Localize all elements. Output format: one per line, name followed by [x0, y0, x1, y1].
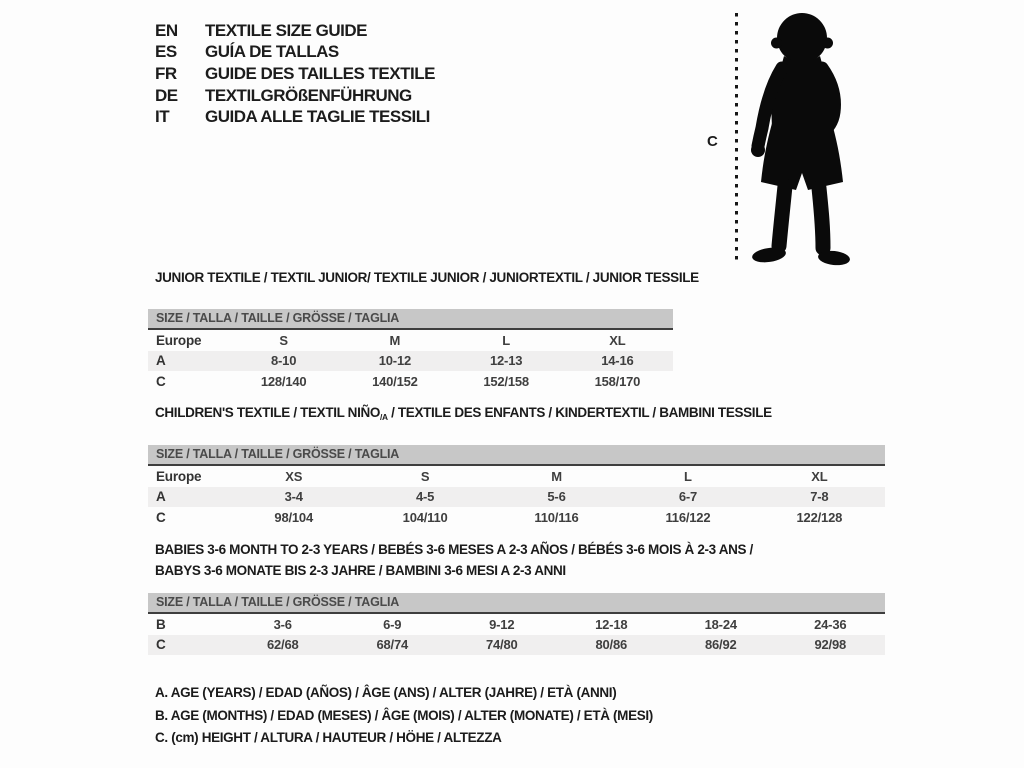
language-label: GUIDA ALLE TAGLIE TESSILI [205, 107, 430, 127]
section-title-line1: BABIES 3-6 MONTH TO 2-3 YEARS / BEBÉS 3-6 MESES A 2-3 AÑOS / BÉBÉS 3-6 MOIS À 2-3 ANS / [155, 542, 753, 557]
size-cell: 158/170 [594, 373, 641, 389]
size-cell: 140/152 [372, 373, 418, 389]
baby-silhouette-icon [746, 10, 858, 268]
language-row-it [155, 106, 435, 128]
table-row [148, 635, 885, 656]
section-title: JUNIOR TEXTILE / TEXTIL JUNIOR/ TEXTILE JUNIOR / JUNIORTEXTIL / JUNIOR TESSILE [155, 270, 699, 285]
section-title [148, 405, 885, 421]
section-babies-textile [148, 539, 885, 655]
row-label: Europe [156, 332, 202, 348]
measurement-legend [148, 682, 653, 750]
size-cell: 6-9 [383, 616, 402, 632]
size-cell: S [420, 468, 430, 484]
size-cell: 62/68 [266, 637, 299, 653]
language-code: DE [155, 85, 178, 105]
title-text: CHILDREN'S TEXTILE / TEXTIL NIÑO [155, 405, 381, 420]
size-cell: S [279, 332, 288, 348]
table-row [148, 487, 885, 508]
row-label: C [156, 373, 166, 389]
size-cell: 14-16 [601, 353, 634, 369]
size-cell: 152/158 [483, 373, 529, 389]
size-cell: XL [609, 332, 626, 348]
size-header-bar: SIZE / TALLA / TAILLE / GRÖSSE / TAGLIA [148, 445, 885, 466]
legend-line-b: B. AGE (MONTHS) / EDAD (MESES) / ÂGE (MOIS) / ALTER (MONATE) / ETÀ (MESI) [155, 707, 653, 723]
size-cell: 24-36 [814, 616, 847, 632]
size-cell: L [502, 332, 510, 348]
table-row [148, 351, 673, 372]
size-cell: 5-6 [547, 489, 566, 505]
size-cell: 110/116 [534, 509, 579, 525]
size-cell: 12-13 [490, 353, 523, 369]
size-table-children [148, 466, 885, 528]
language-code: IT [155, 107, 170, 127]
height-dotted-line [735, 13, 738, 265]
language-list [155, 20, 435, 128]
row-label: Europe [156, 468, 202, 484]
language-code: ES [155, 42, 177, 62]
language-row-fr [155, 63, 435, 85]
size-cell: 4-5 [416, 489, 435, 505]
size-cell: 3-6 [273, 616, 292, 632]
language-row-en [155, 20, 435, 42]
size-cell: 6-7 [678, 489, 698, 505]
size-cell: 10-12 [378, 353, 411, 369]
title-text: / TEXTILE DES ENFANTS / KINDERTEXTIL / BAMBINI TESSILE [387, 405, 772, 420]
legend-line-c: C. (cm) HEIGHT / ALTURA / HAUTEUR / HÖHE / ALTEZZA [155, 730, 502, 745]
row-label: A [156, 353, 166, 369]
height-marker-label: C [707, 133, 718, 150]
table-row [148, 371, 673, 392]
row-label: A [156, 489, 166, 505]
legend-line-a: A. AGE (YEARS) / EDAD (AÑOS) / ÂGE (ANS) / ALTER (JAHRE) / ETÀ (ANNI) [155, 685, 617, 700]
language-code: EN [155, 20, 178, 40]
size-cell: 104/110 [402, 509, 448, 525]
size-cell: M [389, 332, 401, 348]
row-label: C [156, 509, 166, 525]
language-label: GUÍA DE TALLAS [205, 42, 339, 62]
language-label: TEXTILE SIZE GUIDE [205, 20, 367, 40]
size-table-babies [148, 614, 885, 655]
size-table-junior [148, 330, 673, 392]
section-children-textile [148, 405, 885, 528]
size-cell: XS [285, 468, 303, 484]
size-cell: 80/86 [595, 637, 628, 653]
table-row [148, 507, 885, 528]
language-code: FR [155, 63, 177, 83]
language-row-es [155, 42, 435, 64]
section-junior-textile [148, 270, 699, 392]
size-cell: 86/92 [704, 637, 737, 653]
size-cell: M [551, 468, 562, 484]
size-cell: 122/128 [796, 509, 843, 525]
size-cell: 3-4 [284, 489, 303, 505]
section-title-wrap [148, 539, 885, 581]
language-label: TEXTILGRÖßENFÜHRUNG [205, 85, 412, 105]
size-cell: 74/80 [485, 637, 518, 653]
size-cell: XL [811, 468, 828, 484]
language-label: GUIDE DES TAILLES TEXTILE [205, 63, 435, 83]
size-cell: 68/74 [376, 637, 409, 653]
size-cell: 98/104 [274, 509, 313, 525]
size-cell: 7-8 [810, 489, 829, 505]
language-row-de [155, 85, 435, 107]
size-header-bar: SIZE / TALLA / TAILLE / GRÖSSE / TAGLIA [148, 309, 673, 330]
table-row [148, 614, 885, 635]
section-title-line2: BABYS 3-6 MONATE BIS 2-3 JAHRE / BAMBINI 3-6 MESI A 2-3 ANNI [155, 563, 566, 578]
row-label: B [156, 616, 166, 632]
size-cell: L [684, 468, 692, 484]
size-cell: 92/98 [814, 637, 847, 653]
table-row [148, 330, 673, 351]
size-cell: 9-12 [489, 616, 515, 632]
title-subscript: /A [380, 412, 388, 422]
size-cell: 12-18 [595, 616, 628, 632]
size-cell: 116/122 [665, 509, 711, 525]
size-cell: 8-10 [271, 353, 297, 369]
size-cell: 128/140 [260, 373, 307, 389]
size-header-bar: SIZE / TALLA / TAILLE / GRÖSSE / TAGLIA [148, 593, 885, 614]
table-row [148, 466, 885, 487]
size-cell: 18-24 [704, 616, 737, 632]
row-label: C [156, 637, 166, 653]
